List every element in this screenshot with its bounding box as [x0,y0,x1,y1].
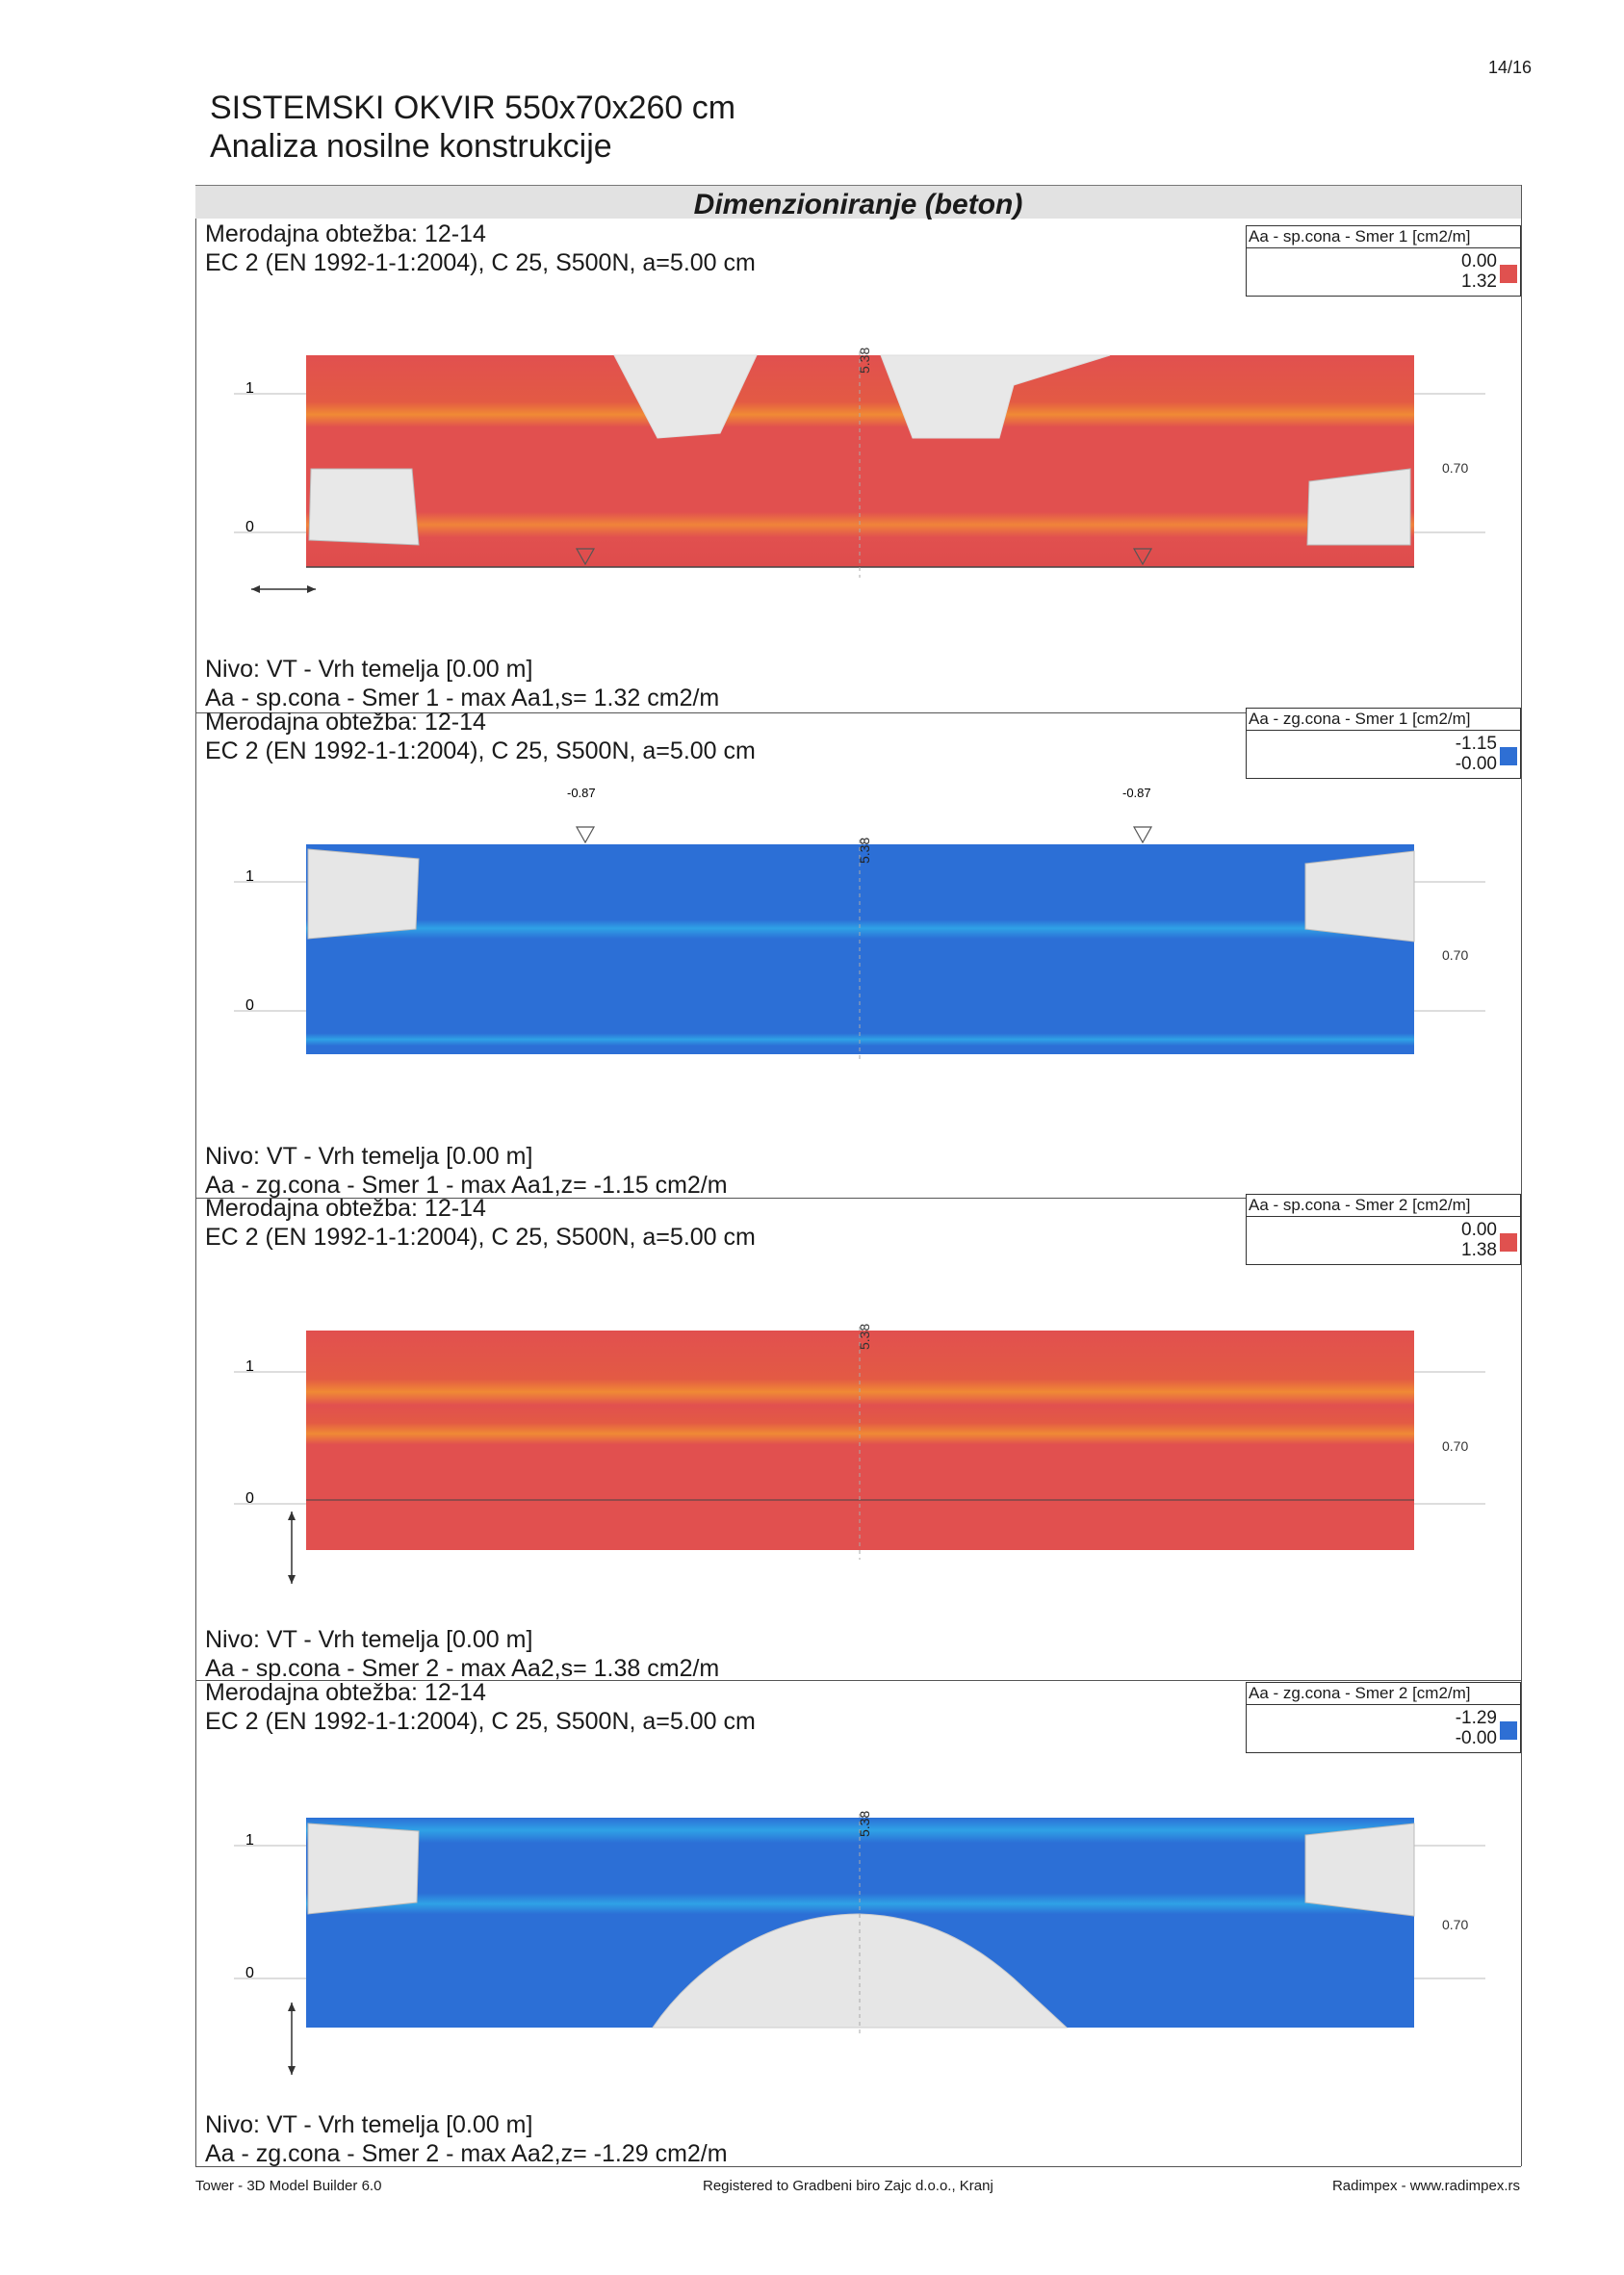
panel-3-code: EC 2 (EN 1992-1-1:2004), C 25, S500N, a=5.00 cm [205,1224,756,1251]
support-zone-right [1305,1823,1414,1916]
span-label: 5.38 [857,1810,872,1837]
panel-4-result: Aa - zg.cona - Smer 2 - max Aa2,z= -1.29 cm2/m [205,2140,728,2167]
panel-2-nivo: Nivo: VT - Vrh temelja [0.00 m] [205,1143,533,1170]
axis-label-1: 1 [245,1358,254,1375]
legend-value-1: -1.15 [1455,734,1497,754]
span-label: 5.38 [857,1323,872,1350]
legend-value-1: 0.00 [1461,251,1497,271]
panel-3-nivo: Nivo: VT - Vrh temelja [0.00 m] [205,1626,533,1653]
legend-swatch [1500,1721,1517,1740]
page-number: 14/16 [1487,58,1532,77]
axis-label-1: 1 [245,380,254,397]
footer-left: Tower - 3D Model Builder 6.0 [195,2178,382,2194]
panel-1-legend [1246,225,1521,297]
legend-value-2: 1.32 [1461,271,1497,292]
panel-4-code: EC 2 (EN 1992-1-1:2004), C 25, S500N, a=5.00 cm [205,1708,756,1735]
panel-2-diagram [195,782,1521,1032]
legend-title: Aa - zg.cona - Smer 1 [cm2/m] [1247,709,1520,731]
panel-2-code: EC 2 (EN 1992-1-1:2004), C 25, S500N, a=5.00 cm [205,737,756,764]
panel-4-header [205,1678,756,1736]
legend-value-2: -0.00 [1455,754,1497,774]
support-zone-left [308,849,419,939]
support-marker [577,827,594,842]
document-title-block [210,89,735,166]
panel-2-result: Aa - zg.cona - Smer 1 - max Aa1,z= -1.15 cm2/m [205,1172,728,1199]
footer-right: Radimpex - www.radimpex.rs [1331,2178,1520,2194]
section-banner: Dimenzioniranje (beton) [195,185,1521,219]
axis-label-0: 0 [245,1965,254,1981]
panel-3-load: Merodajna obtežba: 12-14 [205,1195,486,1222]
span-label: 5.38 [857,837,872,864]
axis-label-0: 0 [245,519,254,535]
document-subtitle: Analiza nosilne konstrukcije [210,128,612,165]
footer-center: Registered to Gradbeni biro Zajc d.o.o., Kranj [703,2178,993,2194]
legend-title: Aa - zg.cona - Smer 2 [cm2/m] [1247,1683,1520,1705]
panel-4-nivo: Nivo: VT - Vrh temelja [0.00 m] [205,2111,533,2138]
legend-value-1: 0.00 [1461,1220,1497,1240]
slab-field [306,1331,1414,1550]
support-zone-right [1307,469,1410,545]
panel-1-footer [205,655,719,712]
panel-3-diagram [195,1319,1521,1569]
panel-2-header [205,708,756,765]
separator [195,2166,1521,2167]
panel-3-footer [205,1625,719,1683]
height-label: 0.70 [1442,947,1469,963]
height-label: 0.70 [1442,1438,1469,1454]
document-title: SISTEMSKI OKVIR 550x70x260 cm [210,90,736,126]
legend-title: Aa - sp.cona - Smer 1 [cm2/m] [1247,226,1520,248]
legend-value-2: -0.00 [1455,1728,1497,1748]
panel-3-result: Aa - sp.cona - Smer 2 - max Aa2,s= 1.38 cm2/m [205,1655,720,1682]
support-marker [1134,827,1151,842]
panel-1-result: Aa - sp.cona - Smer 1 - max Aa1,s= 1.32 cm2/m [205,685,720,711]
span-label: 5.38 [857,347,872,374]
panel-4-legend [1246,1682,1521,1753]
axis-label-1: 1 [245,1832,254,1848]
panel-3-header [205,1194,756,1252]
panel-4-footer [205,2110,728,2168]
legend-value-2: 1.38 [1461,1240,1497,1260]
legend-value-1: -1.29 [1455,1708,1497,1728]
axis-label-1: 1 [245,868,254,885]
legend-swatch [1500,747,1517,765]
panel-2-load: Merodajna obtežba: 12-14 [205,709,486,736]
panel-1-code: EC 2 (EN 1992-1-1:2004), C 25, S500N, a=5.00 cm [205,249,756,276]
legend-title: Aa - sp.cona - Smer 2 [cm2/m] [1247,1195,1520,1217]
support-zone-left [309,469,419,545]
panel-2-footer [205,1142,728,1200]
panel-4-diagram [195,1810,1521,2060]
axis-label-0: 0 [245,1490,254,1507]
legend-swatch [1500,1233,1517,1252]
axis-label-0: 0 [245,997,254,1014]
panel-4-load: Merodajna obtežba: 12-14 [205,1679,486,1706]
legend-swatch [1500,265,1517,283]
panel-1-diagram [195,347,1521,597]
support-value-left: -0.87 [567,786,596,800]
support-value-right: -0.87 [1122,786,1151,800]
support-zone-right [1305,851,1414,942]
panel-1-nivo: Nivo: VT - Vrh temelja [0.00 m] [205,656,533,683]
panel-1-load: Merodajna obtežba: 12-14 [205,220,486,247]
panel-2-legend [1246,708,1521,779]
support-zone-left [308,1823,419,1914]
panel-3-legend [1246,1194,1521,1265]
height-label: 0.70 [1442,1917,1469,1932]
panel-1-header [205,220,756,277]
height-label: 0.70 [1442,460,1469,476]
